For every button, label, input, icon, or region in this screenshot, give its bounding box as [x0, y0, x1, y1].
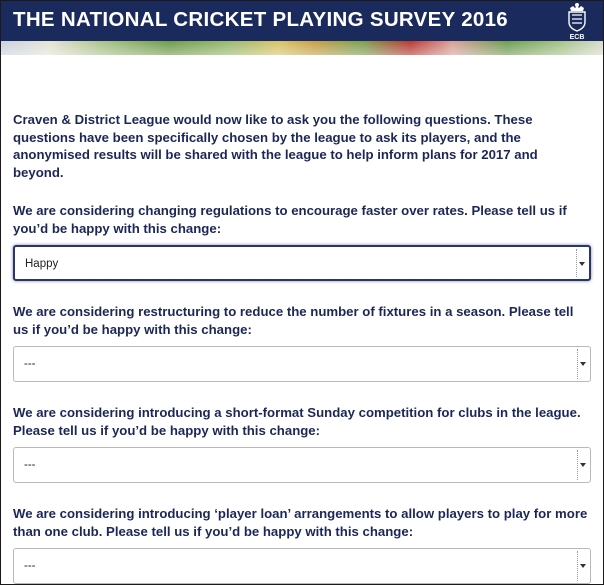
question-2-select[interactable]	[13, 346, 591, 382]
question-4-text: We are considering introducing ‘player loan’ arrangements to allow players to play for more than one club. Please tell us if you’d be happy with this change:	[13, 506, 588, 539]
question-4-select[interactable]	[13, 548, 591, 584]
header-bar	[1, 1, 603, 41]
ecb-logo-icon	[561, 2, 593, 40]
survey-content	[1, 61, 603, 584]
question-2-text: We are considering restructuring to reduce the number of fixtures in a season. Please tell us if you’d be happy with this change:	[13, 304, 574, 337]
dropdown-arrow-icon[interactable]	[576, 249, 587, 277]
page-title: THE NATIONAL CRICKET PLAYING SURVEY 2016	[13, 8, 509, 31]
question-4-value: ---	[24, 560, 36, 572]
question-1-select[interactable]	[13, 245, 591, 281]
dropdown-arrow-icon[interactable]	[577, 551, 588, 581]
question-3-value: ---	[24, 459, 36, 471]
intro-text: Craven & District League would now like to ask you the following questions. These questions have been specifically chosen by the league to ask its players, and the anonymised results will be shared with the league to help inform plans for 2017 and beyond.	[13, 112, 538, 180]
question-3-text: We are considering introducing a short-format Sunday competition for clubs in the league. Please tell us if you’d be happy with this change:	[13, 405, 581, 438]
question-1-value: Happy	[25, 258, 59, 270]
hero-banner-image	[1, 41, 603, 61]
dropdown-arrow-icon[interactable]	[577, 450, 588, 480]
question-2-value: ---	[24, 358, 36, 370]
question-1-text: We are considering changing regulations to encourage faster over rates. Please tell us if you’d be happy with this change:	[13, 203, 567, 236]
logo-label: ECB	[569, 34, 585, 40]
dropdown-arrow-icon[interactable]	[577, 349, 588, 379]
question-3-select[interactable]	[13, 447, 591, 483]
